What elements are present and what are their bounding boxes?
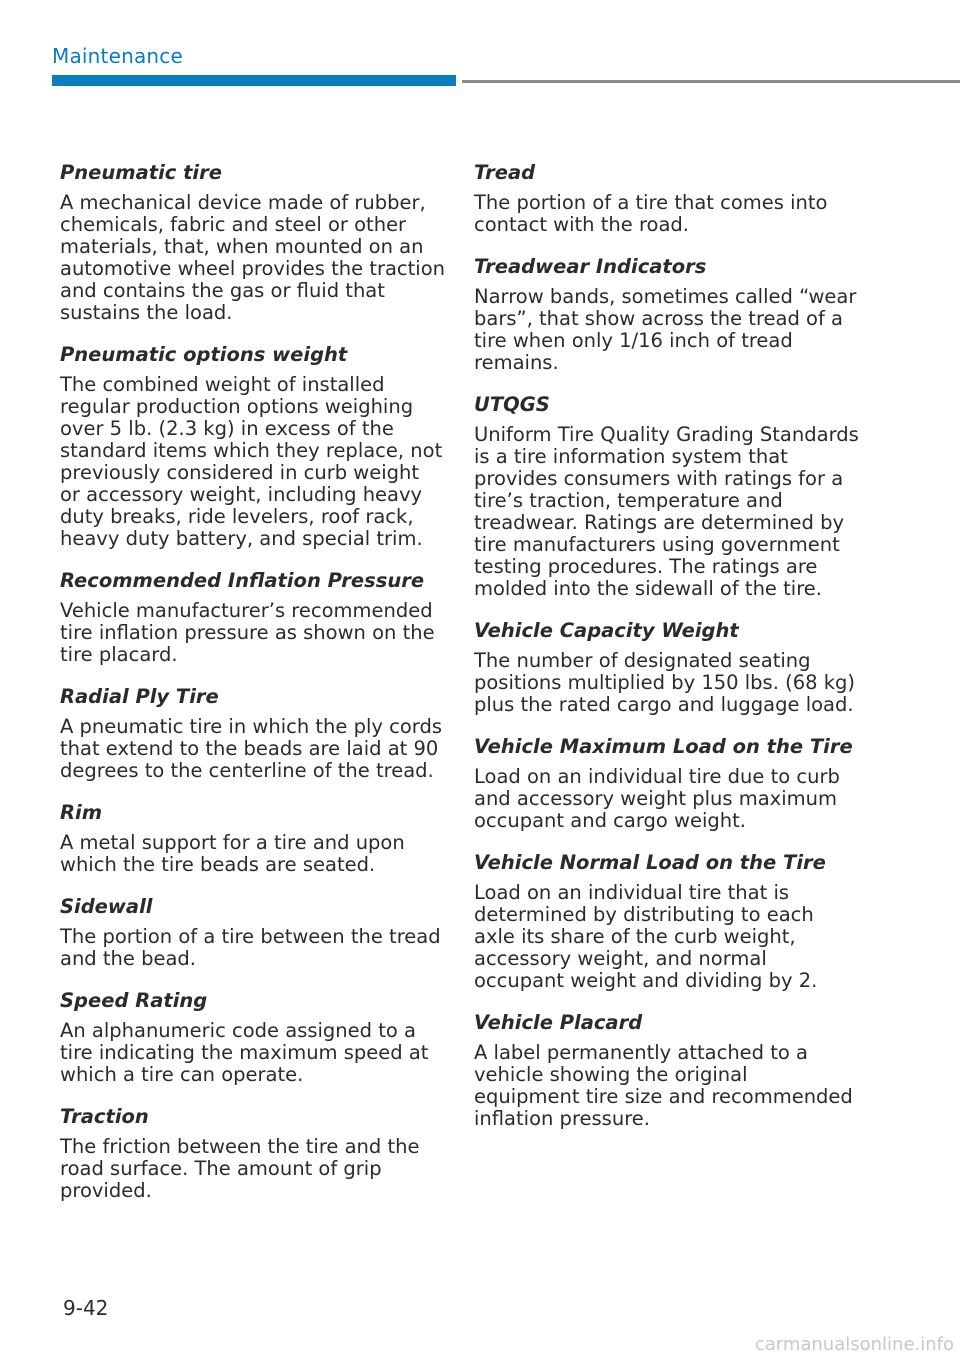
glossary-definition: The portion of a tire that comes into contact with the road. bbox=[474, 191, 828, 236]
glossary-term: Traction bbox=[60, 1105, 149, 1128]
glossary-term: Vehicle Placard bbox=[474, 1011, 643, 1034]
glossary-definition: The friction between the tire and the road surface. The amount of grip provided. bbox=[60, 1135, 420, 1202]
glossary-entry bbox=[474, 850, 859, 992]
glossary-definition: A pneumatic tire in which the ply cords that extend to the beads are laid at 90 degrees to the centerline of the tread. bbox=[60, 715, 442, 782]
header-rule bbox=[462, 80, 960, 83]
glossary-term: Recommended Inflation Pressure bbox=[60, 569, 425, 592]
glossary-definition: A metal support for a tire and upon which the tire beads are seated. bbox=[60, 831, 405, 876]
glossary-entry bbox=[474, 160, 859, 236]
glossary-term: Tread bbox=[474, 161, 536, 184]
glossary-term: Pneumatic tire bbox=[60, 161, 222, 184]
glossary-definition: The portion of a tire between the tread and the bead. bbox=[60, 925, 441, 970]
glossary-definition: A label permanently attached to a vehicle showing the original equipment tire size and recommended inflation pressure. bbox=[474, 1041, 853, 1130]
glossary-term: Vehicle Maximum Load on the Tire bbox=[474, 735, 853, 758]
glossary-term: Rim bbox=[60, 801, 103, 824]
glossary-entry bbox=[60, 342, 445, 550]
glossary-entry bbox=[60, 800, 445, 876]
glossary-entry bbox=[60, 1104, 445, 1202]
right-column bbox=[474, 160, 859, 1148]
header-accent-bar bbox=[52, 75, 456, 86]
glossary-entry bbox=[474, 618, 859, 716]
glossary-entry bbox=[60, 988, 445, 1086]
glossary-entry bbox=[60, 568, 445, 666]
glossary-entry bbox=[474, 1010, 859, 1130]
page-number: 9-42 bbox=[63, 1296, 109, 1320]
watermark: carmanualsonline.info bbox=[754, 1334, 954, 1355]
glossary-entry bbox=[60, 894, 445, 970]
left-column bbox=[60, 160, 445, 1220]
glossary-term: UTQGS bbox=[474, 393, 550, 416]
glossary-definition: The combined weight of installed regular production options weighing over 5 lb. (2.3 kg) in excess of the standard items which they replace, not previously considered in curb weight or accessory weight, including heavy duty breaks, ride levelers, roof rack, heavy duty battery, and special trim. bbox=[60, 373, 443, 550]
glossary-definition: An alphanumeric code assigned to a tire indicating the maximum speed at which a tire can operate. bbox=[60, 1019, 429, 1086]
glossary-definition: A mechanical device made of rubber, chemicals, fabric and steel or other materials, that, when mounted on an automotive wheel provides the traction and contains the gas or fluid that sustains the load. bbox=[60, 191, 446, 324]
glossary-definition: Load on an individual tire that is determined by distributing to each axle its share of the curb weight, accessory weight, and normal occupant weight and dividing by 2. bbox=[474, 881, 818, 992]
section-title: Maintenance bbox=[52, 44, 183, 68]
glossary-entry bbox=[474, 254, 859, 374]
glossary-entry bbox=[474, 734, 859, 832]
glossary-definition: Uniform Tire Quality Grading Standards is a tire information system that provides consumers with ratings for a tire’s traction, temperature and treadwear. Ratings are determined by tire manufacturers using government testing procedures. The ratings are molded into the sidewall of the tire. bbox=[474, 423, 859, 600]
glossary-term: Vehicle Capacity Weight bbox=[474, 619, 739, 642]
glossary-definition: Vehicle manufacturer’s recommended tire inflation pressure as shown on the tire placard. bbox=[60, 599, 435, 666]
glossary-term: Vehicle Normal Load on the Tire bbox=[474, 851, 826, 874]
glossary-term: Speed Rating bbox=[60, 989, 208, 1012]
glossary-entry bbox=[60, 684, 445, 782]
glossary-term: Sidewall bbox=[60, 895, 153, 918]
glossary-term: Treadwear Indicators bbox=[474, 255, 707, 278]
glossary-definition: Load on an individual tire due to curb and accessory weight plus maximum occupant and cargo weight. bbox=[474, 765, 840, 832]
glossary-definition: The number of designated seating positions multiplied by 150 lbs. (68 kg) plus the rated cargo and luggage load. bbox=[474, 649, 856, 716]
glossary-term: Radial Ply Tire bbox=[60, 685, 219, 708]
glossary-term: Pneumatic options weight bbox=[60, 343, 348, 366]
glossary-entry bbox=[474, 392, 859, 600]
glossary-definition: Narrow bands, sometimes called “wear bars”, that show across the tread of a tire when only 1/16 inch of tread remains. bbox=[474, 285, 857, 374]
glossary-entry bbox=[60, 160, 445, 324]
